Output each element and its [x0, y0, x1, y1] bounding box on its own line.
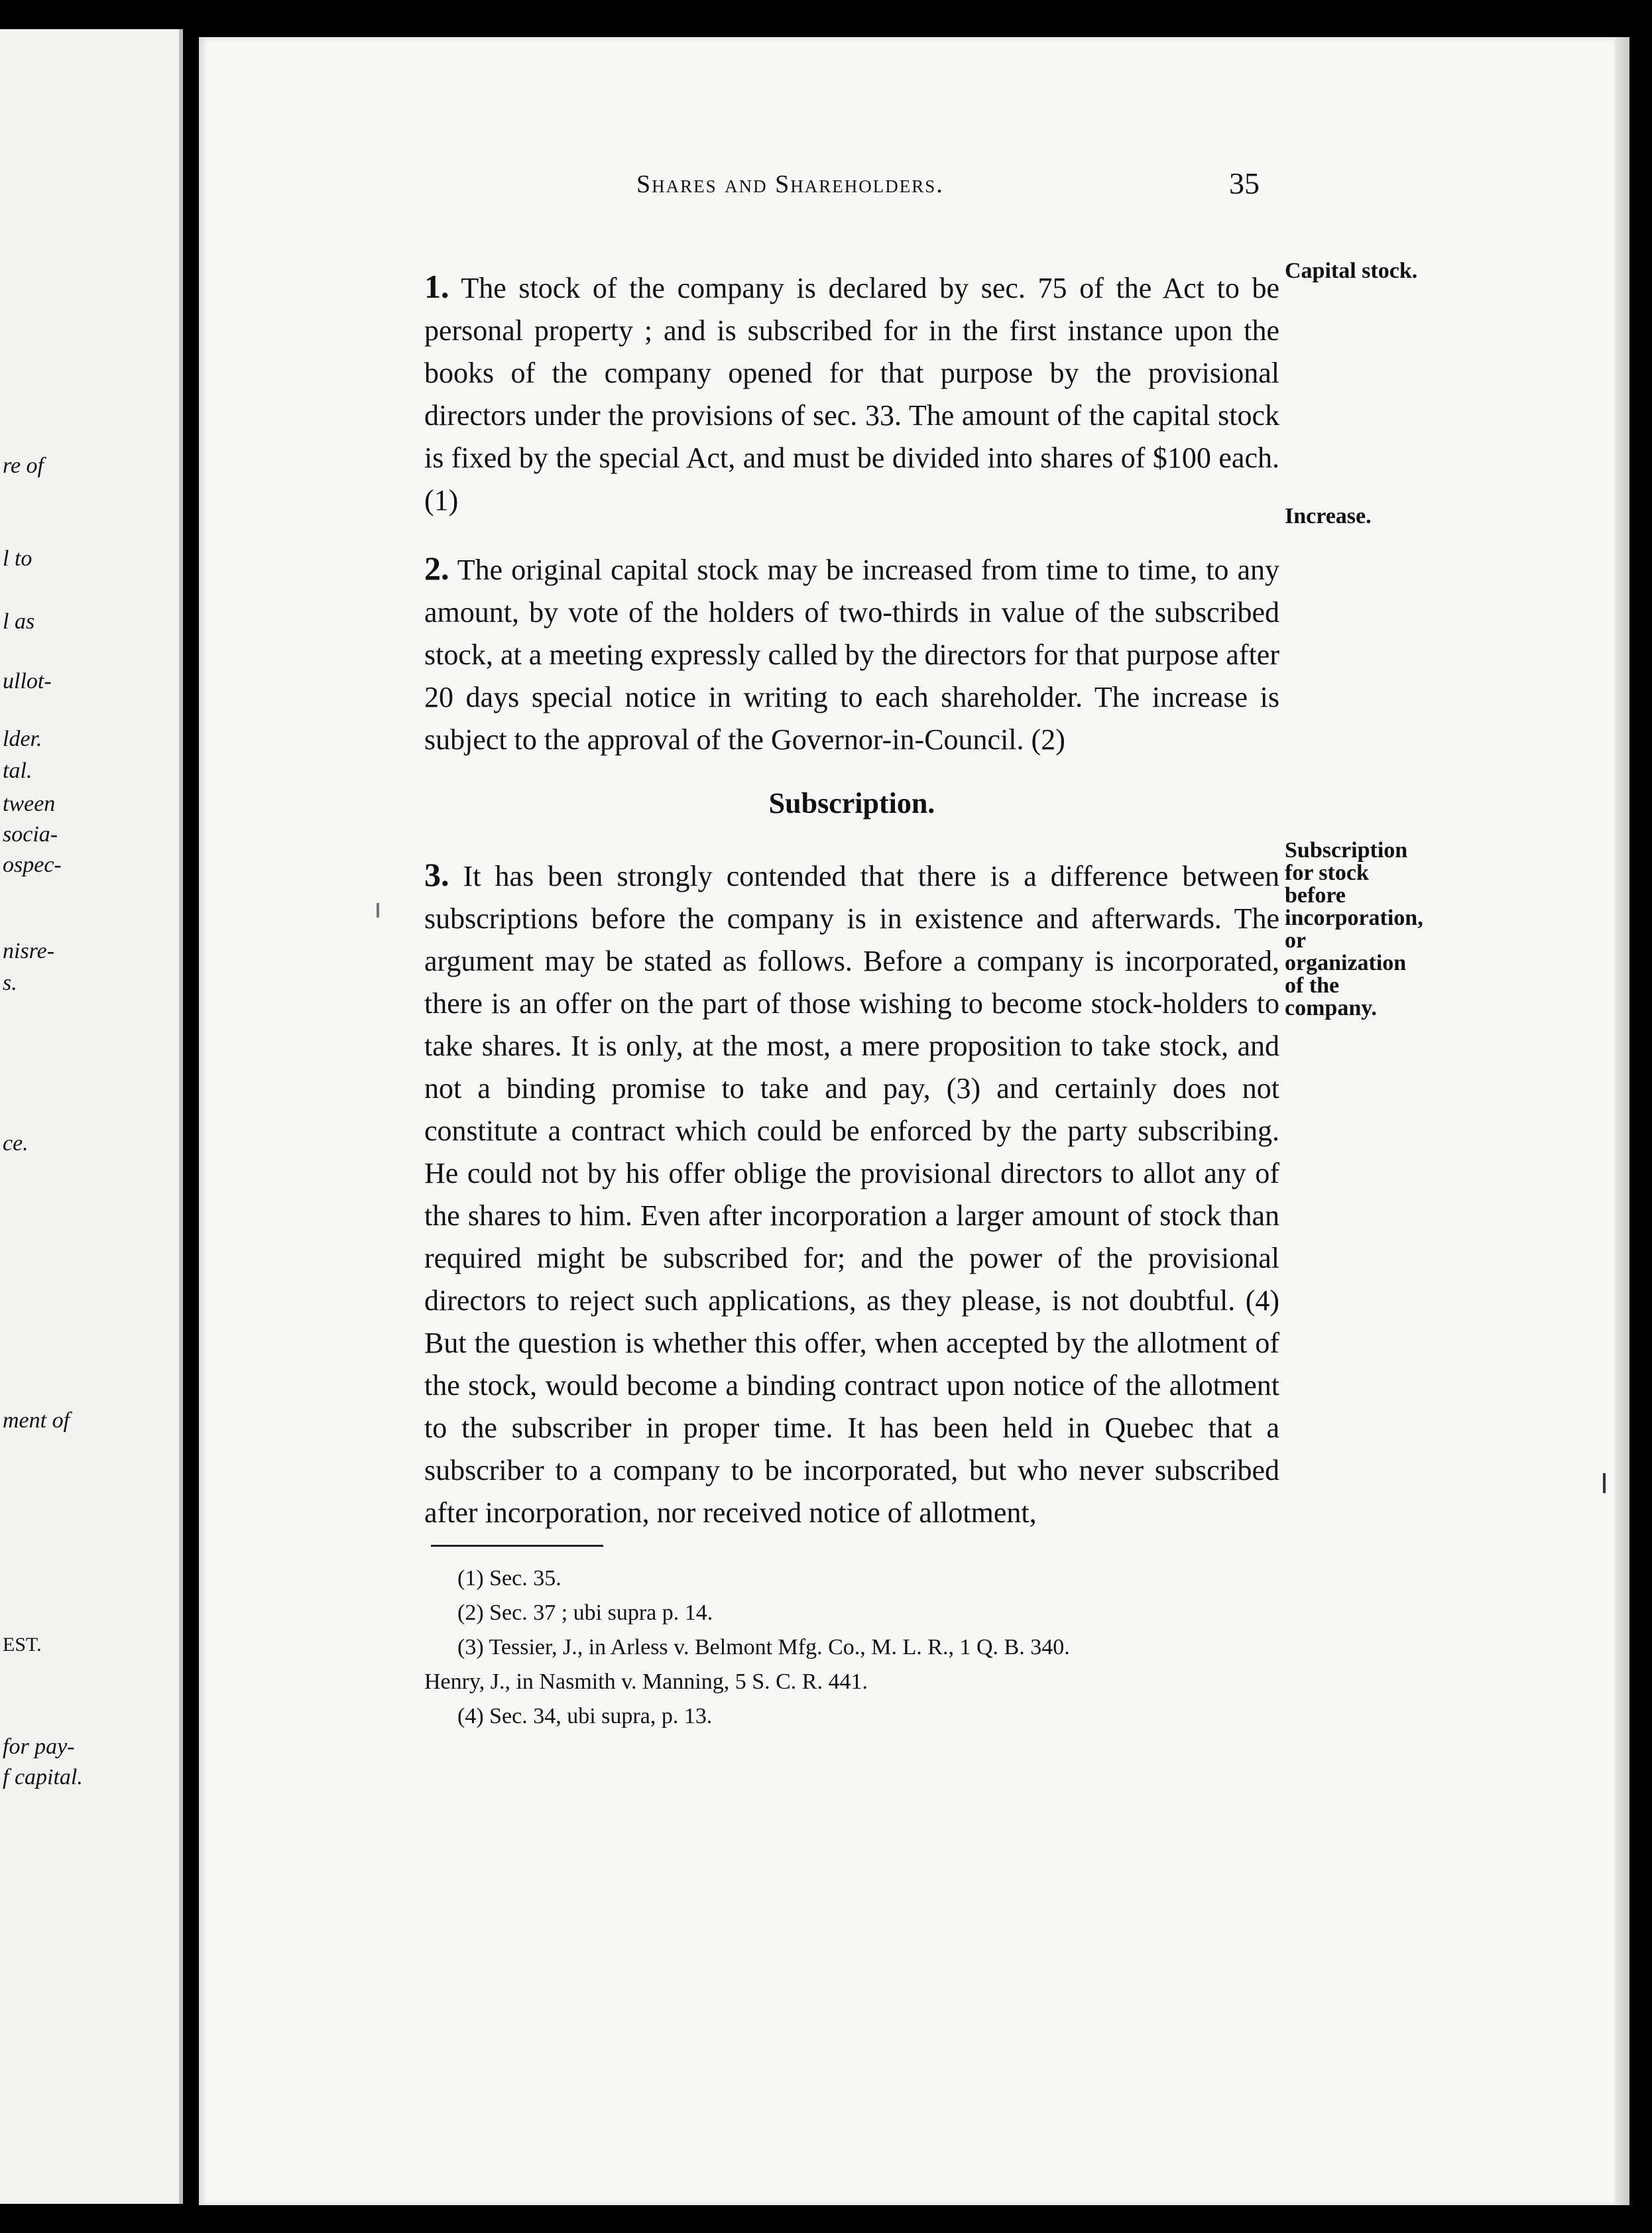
footnote-rule: [431, 1545, 603, 1547]
facing-page-fragment: EST.: [3, 1634, 42, 1656]
section-heading: Subscription.: [768, 787, 935, 819]
footnote: Henry, J., in Nasmith v. Manning, 5 S. C. R. 441.: [424, 1669, 868, 1694]
facing-page-fragment: l to: [3, 546, 32, 571]
facing-page-fragment: ullot-: [3, 669, 52, 694]
facing-page-fragment: ce.: [3, 1131, 29, 1156]
facing-page-fragment: ospec-: [3, 853, 62, 877]
facing-page-fragment: ment of: [3, 1408, 70, 1433]
margin-note-capital-stock: Capital stock.: [1285, 259, 1418, 283]
page-edge-shadow: [1615, 37, 1629, 2205]
footnote: (3) Tessier, J., in Arless v. Belmont Mfg. Co., M. L. R., 1 Q. B. 340.: [457, 1635, 1070, 1660]
footnote: (4) Sec. 34, ubi supra, p. 13.: [457, 1704, 713, 1728]
paragraph-number: 3.: [424, 856, 449, 893]
margin-note-increase: Increase.: [1285, 504, 1372, 528]
facing-page-fragment: socia-: [3, 822, 58, 847]
facing-page-fragment: for pay-: [3, 1734, 75, 1759]
facing-page-fragment: nisre-: [3, 939, 55, 963]
facing-page-fragment: re of: [3, 453, 44, 478]
facing-page-fragment: l as: [3, 609, 35, 634]
running-title: Shares and Shareholders.: [636, 170, 944, 198]
paragraph-number: 2.: [424, 550, 449, 587]
paragraph-text: The stock of the company is declared by sec. 75 of the Act to be personal property ; and is subscribed for in the first instance upon the books of the company opened for that purpose by the provisional directors under the provisions of sec. 33. The amount of the capital stock is fixed by the special Act, and must be divided into shares of $100 each. (1): [424, 272, 1279, 516]
facing-page-fragment: tal.: [3, 758, 32, 783]
stray-mark: [1603, 1473, 1606, 1493]
footnotes: [424, 1561, 1286, 1734]
paragraph-text: The original capital stock may be increased from time to time, to any amount, by vote of the holders of two-thirds in value of the subscribed stock, at a meeting expressly called by the directors for that purpose after 20 days special notice in writing to each shareholder. The increase is subject to the approval of the Governor-in-Council. (2): [424, 554, 1279, 756]
facing-page: [0, 29, 183, 2204]
page-header: [438, 166, 1260, 216]
facing-page-fragment: lder.: [3, 727, 42, 751]
main-text: [424, 265, 1279, 1559]
footnote: (2) Sec. 37 ; ubi supra p. 14.: [457, 1600, 713, 1625]
facing-page-fragment: tween: [3, 792, 56, 816]
paragraph-number: 1.: [424, 268, 449, 305]
footnote: (1) Sec. 35.: [457, 1566, 561, 1591]
paragraph-2: [424, 547, 1279, 761]
page-number: 35: [1229, 166, 1260, 200]
facing-page-fragment: s.: [3, 971, 17, 995]
stray-mark: [377, 903, 379, 918]
paragraph-1: [424, 265, 1279, 522]
facing-page-fragment: f capital.: [3, 1765, 83, 1789]
paragraph-3: [424, 853, 1279, 1534]
margin-note-subscription: Subscription for stock before incorporation, or organization of the company.: [1285, 838, 1423, 1020]
paragraph-text: It has been strongly contended that there is a difference between subscriptions before the company is in existence and afterwards. The argument may be stated as follows. Before a company is incorporated, there is an offer on the part of those wishing to become stock-holders to take shares. It is only, at the most, a mere proposition to take stock, and not a binding promise to take and pay, (3) and certainly does not constitute a contract which could be enforced by the party subscribing. He could not by his offer oblige the provisional directors to allot any of the shares to him. Even after incorporation a larger amount of stock than required might be subscribed for; and the power of the provisional directors to reject such applications, as they please, is not doubtful. (4) But the question is whether this offer, when accepted by the allotment of the stock, would become a binding contract upon notice of the allotment to the subscriber in proper time. It has been held in Quebec that a subscriber to a company to be incorporated, but who never subscribed after incorporation, nor received notice of allotment,: [424, 860, 1279, 1529]
